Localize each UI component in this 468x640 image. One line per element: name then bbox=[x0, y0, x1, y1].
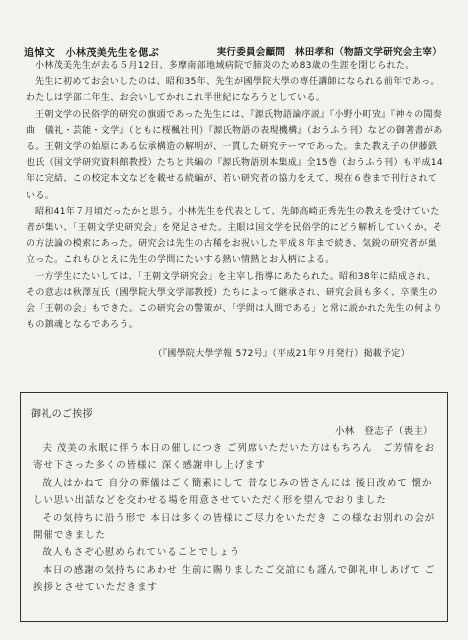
greeting-title: 御礼のご挨拶 bbox=[31, 409, 93, 420]
memorial-author: 実行委員会顧問 林田孝和（物語文学研究会主宰） bbox=[216, 47, 442, 58]
memorial-source-note: （『國學院大學学報 572号』（平成21年９月発行）掲載予定） bbox=[153, 349, 410, 359]
memorial-body bbox=[26, 58, 444, 333]
memorial-paragraph: 先生に初めてお会いしたのは、昭和35年、先生が國學院大學の専任講師になられる前年であっ。わたしは学部二年生、お会いしてかれこれ半世紀になろうとしている。 bbox=[26, 77, 440, 104]
greeting-author: 小林 登志子（喪主） bbox=[334, 426, 433, 437]
memorial-paragraph: 小林茂美先生が去る５月12日、多摩南部地域病院で肺炎のため83歳の生涯を閉じられた。 bbox=[35, 61, 415, 71]
greeting-paragraph: 故人はかねて 自分の葬儀はごく簡素にして 昔なじみの皆さんには 後日改めて 懐かしい思い出話などを交わせる場を用意させていただく形を望んでおりました bbox=[33, 477, 433, 507]
memorial-paragraph: 昭和41年７月頃だったかと思う。小林先生を代表として、先師高崎正秀先生の教えを受けていた者が集い、「王朝文学史研究会」を発足させた。主眼は国文学を民俗学的にどう解析していくか、その方法論の模索にあった。研究会は先生の古稀をお祝いした平成８年まで続き、気鋭の研究者が巣立った。これもひとえに先生の学問にたいする熱い情熱とお人柄による。 bbox=[26, 206, 443, 266]
memorial-paragraph: 王朝文学の民俗学的研究の旗頭であった先生には、『源氏物語論序説』『小野小町攷』『神々の聞奏曲 儀礼・芸能・文学』（ともに桜楓社刊）『源氏物語の表現機構』（おうふう刊）などの御著書がある。王朝文学の始原にある伝承構造の解明が、一貫した研究テーマであった。また教え子の伊藤鉄也氏（国文学研究資料館教授）たちと共編の『源氏物語別本集成』全15巻（おうふう刊）も平成14年に完結、この校定本文などを載せる続編が、若い研究者の協力をえて、現在６巻まで刊行されている。 bbox=[26, 109, 444, 201]
greeting-box bbox=[20, 392, 448, 622]
greeting-body bbox=[33, 440, 441, 597]
memorial-paragraph: 一方学生にたいしては、「王朝文学研究会」を主宰し指導にあたられた。昭和38年に結成され、その意志は秋澤亙氏（國學院大學文学部教授）たちによって継承され、研究会員も多く、卒業生の会「王朝の会」もできた。この研究会の警策が、「学問は人間である」と常に説かれた先生の何よりもの鎮魂となるであろう。 bbox=[26, 271, 443, 331]
greeting-paragraph: その気持ちに沿う形で 本日は多くの皆様にご尽力をいただき この様なお別れの会が開催できました bbox=[33, 512, 436, 542]
greeting-paragraph: 故人もさぞ心慰められていることでしょう bbox=[42, 547, 241, 559]
greeting-paragraph: 夫 茂美の永眠に伴う本日の催しにつき ご列席いただいた方はもちろん ご芳情をお寄せ下さった多くの皆様に 深く感謝申し上げます bbox=[33, 443, 435, 472]
greeting-paragraph: 本日の感謝の気持ちにあわせ 生前に賜りましたご交誼にも謹んで御礼申しあげて ご挨拶とさせていただきます bbox=[33, 564, 436, 594]
memorial-title: 追悼文 小林茂美先生を偲ぶ bbox=[24, 48, 160, 59]
